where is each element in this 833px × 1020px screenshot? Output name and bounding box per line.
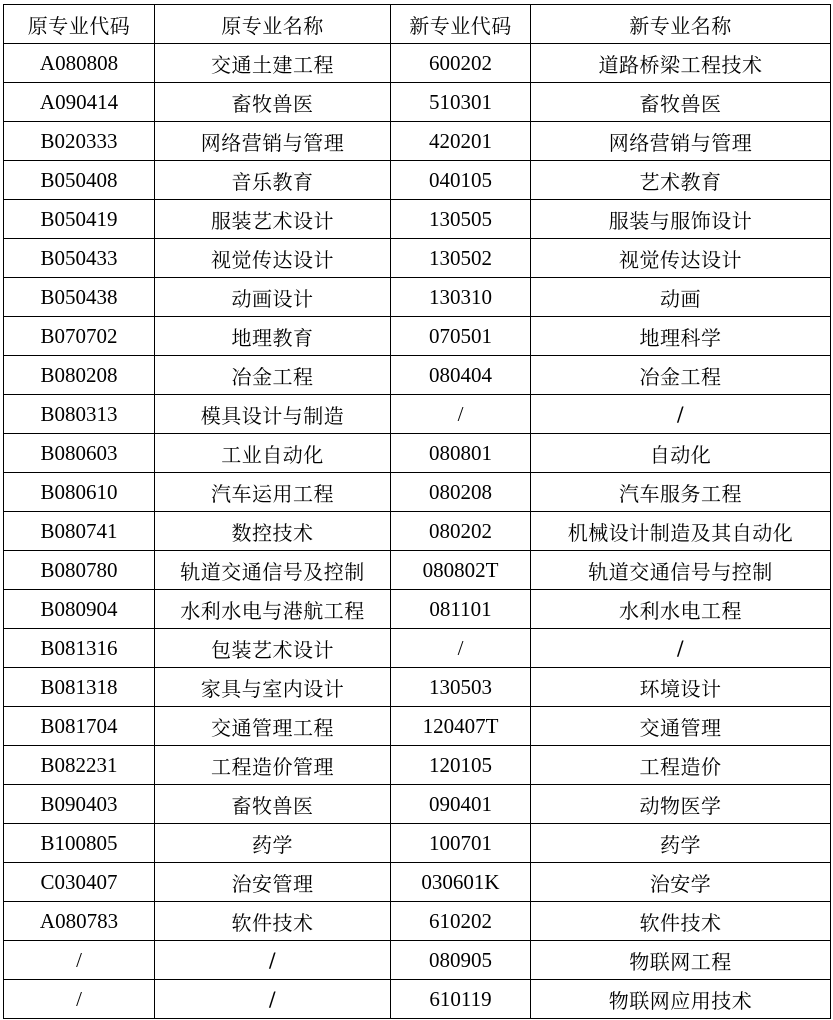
cell-new-major-code: 080905 bbox=[391, 941, 531, 980]
cell-old-major-name: 药学 bbox=[155, 824, 391, 863]
cell-new-major-code: 100701 bbox=[391, 824, 531, 863]
cell-old-major-code: B081318 bbox=[4, 668, 155, 707]
cell-old-major-name: 包装艺术设计 bbox=[155, 629, 391, 668]
cell-old-major-name: 动画设计 bbox=[155, 278, 391, 317]
cell-old-major-code: B050433 bbox=[4, 239, 155, 278]
table-row bbox=[4, 278, 831, 317]
cell-new-major-code: 610202 bbox=[391, 902, 531, 941]
cell-old-major-name: 治安管理 bbox=[155, 863, 391, 902]
cell-old-major-code: C030407 bbox=[4, 863, 155, 902]
table-row bbox=[4, 629, 831, 668]
cell-new-major-code: / bbox=[391, 629, 531, 668]
table-row bbox=[4, 200, 831, 239]
table-row bbox=[4, 902, 831, 941]
table-header-row bbox=[4, 5, 831, 44]
cell-new-major-code: 420201 bbox=[391, 122, 531, 161]
table-row bbox=[4, 980, 831, 1019]
cell-old-major-name: 交通土建工程 bbox=[155, 44, 391, 83]
cell-new-major-name: 艺术教育 bbox=[531, 161, 831, 200]
cell-new-major-name: 视觉传达设计 bbox=[531, 239, 831, 278]
cell-old-major-code: B070702 bbox=[4, 317, 155, 356]
cell-new-major-name: 物联网工程 bbox=[531, 941, 831, 980]
table-row bbox=[4, 44, 831, 83]
table-row bbox=[4, 473, 831, 512]
header-old-major-name: 原专业名称 bbox=[155, 5, 391, 44]
cell-old-major-name: 地理教育 bbox=[155, 317, 391, 356]
cell-new-major-name: 动物医学 bbox=[531, 785, 831, 824]
cell-new-major-name: 自动化 bbox=[531, 434, 831, 473]
cell-new-major-name: 道路桥梁工程技术 bbox=[531, 44, 831, 83]
cell-new-major-name: 机械设计制造及其自动化 bbox=[531, 512, 831, 551]
cell-new-major-name: 网络营销与管理 bbox=[531, 122, 831, 161]
cell-new-major-code: 040105 bbox=[391, 161, 531, 200]
cell-old-major-code: B081316 bbox=[4, 629, 155, 668]
cell-new-major-code: 080208 bbox=[391, 473, 531, 512]
cell-new-major-name: / bbox=[531, 629, 831, 668]
cell-old-major-name: / bbox=[155, 980, 391, 1019]
cell-new-major-code: 030601K bbox=[391, 863, 531, 902]
cell-old-major-code: B080741 bbox=[4, 512, 155, 551]
cell-new-major-name: 软件技术 bbox=[531, 902, 831, 941]
table-row bbox=[4, 512, 831, 551]
header-new-major-code: 新专业代码 bbox=[391, 5, 531, 44]
table-row bbox=[4, 434, 831, 473]
cell-old-major-code: B080603 bbox=[4, 434, 155, 473]
table-row bbox=[4, 668, 831, 707]
cell-new-major-code: 090401 bbox=[391, 785, 531, 824]
cell-new-major-name: 轨道交通信号与控制 bbox=[531, 551, 831, 590]
cell-old-major-code: A090414 bbox=[4, 83, 155, 122]
cell-old-major-code: B082231 bbox=[4, 746, 155, 785]
cell-new-major-name: 物联网应用技术 bbox=[531, 980, 831, 1019]
cell-new-major-name: 汽车服务工程 bbox=[531, 473, 831, 512]
table-row bbox=[4, 863, 831, 902]
cell-new-major-name: 动画 bbox=[531, 278, 831, 317]
cell-old-major-name: 服装艺术设计 bbox=[155, 200, 391, 239]
table-row bbox=[4, 707, 831, 746]
cell-old-major-name: 网络营销与管理 bbox=[155, 122, 391, 161]
cell-new-major-name: 水利水电工程 bbox=[531, 590, 831, 629]
cell-old-major-name: 视觉传达设计 bbox=[155, 239, 391, 278]
cell-new-major-code: 130502 bbox=[391, 239, 531, 278]
header-new-major-name: 新专业名称 bbox=[531, 5, 831, 44]
cell-new-major-code: 120407T bbox=[391, 707, 531, 746]
table-row bbox=[4, 785, 831, 824]
cell-old-major-name: 轨道交通信号及控制 bbox=[155, 551, 391, 590]
cell-old-major-code: B080610 bbox=[4, 473, 155, 512]
cell-new-major-code: 080802T bbox=[391, 551, 531, 590]
major-mapping-table-container bbox=[3, 4, 830, 1019]
cell-new-major-name: 地理科学 bbox=[531, 317, 831, 356]
header-old-major-code: 原专业代码 bbox=[4, 5, 155, 44]
cell-old-major-code: B080313 bbox=[4, 395, 155, 434]
cell-old-major-code: B090403 bbox=[4, 785, 155, 824]
table-row bbox=[4, 161, 831, 200]
table-row bbox=[4, 356, 831, 395]
cell-new-major-code: 130505 bbox=[391, 200, 531, 239]
table-row bbox=[4, 941, 831, 980]
cell-new-major-name: 工程造价 bbox=[531, 746, 831, 785]
table-body bbox=[4, 44, 831, 1019]
cell-new-major-code: / bbox=[391, 395, 531, 434]
table-row bbox=[4, 824, 831, 863]
table-row bbox=[4, 746, 831, 785]
cell-new-major-code: 081101 bbox=[391, 590, 531, 629]
cell-old-major-code: B081704 bbox=[4, 707, 155, 746]
cell-old-major-code: B100805 bbox=[4, 824, 155, 863]
cell-old-major-name: 模具设计与制造 bbox=[155, 395, 391, 434]
table-row bbox=[4, 317, 831, 356]
major-mapping-table bbox=[3, 4, 831, 1019]
cell-new-major-code: 610119 bbox=[391, 980, 531, 1019]
table-row bbox=[4, 551, 831, 590]
cell-new-major-code: 080801 bbox=[391, 434, 531, 473]
cell-old-major-code: A080783 bbox=[4, 902, 155, 941]
cell-old-major-code: / bbox=[4, 980, 155, 1019]
cell-new-major-name: 环境设计 bbox=[531, 668, 831, 707]
table-row bbox=[4, 122, 831, 161]
cell-new-major-code: 070501 bbox=[391, 317, 531, 356]
cell-old-major-code: B080904 bbox=[4, 590, 155, 629]
cell-old-major-name: 畜牧兽医 bbox=[155, 785, 391, 824]
cell-new-major-name: 冶金工程 bbox=[531, 356, 831, 395]
cell-old-major-code: B080208 bbox=[4, 356, 155, 395]
cell-new-major-code: 080404 bbox=[391, 356, 531, 395]
cell-old-major-code: B050419 bbox=[4, 200, 155, 239]
cell-old-major-code: A080808 bbox=[4, 44, 155, 83]
cell-new-major-name: 畜牧兽医 bbox=[531, 83, 831, 122]
cell-new-major-code: 130503 bbox=[391, 668, 531, 707]
cell-new-major-name: 服装与服饰设计 bbox=[531, 200, 831, 239]
cell-old-major-code: B020333 bbox=[4, 122, 155, 161]
cell-old-major-name: 工程造价管理 bbox=[155, 746, 391, 785]
cell-old-major-name: 冶金工程 bbox=[155, 356, 391, 395]
cell-new-major-code: 510301 bbox=[391, 83, 531, 122]
cell-old-major-name: 畜牧兽医 bbox=[155, 83, 391, 122]
cell-old-major-code: B080780 bbox=[4, 551, 155, 590]
cell-old-major-name: 音乐教育 bbox=[155, 161, 391, 200]
table-row bbox=[4, 590, 831, 629]
cell-old-major-name: 汽车运用工程 bbox=[155, 473, 391, 512]
cell-old-major-name: 交通管理工程 bbox=[155, 707, 391, 746]
cell-new-major-code: 130310 bbox=[391, 278, 531, 317]
table-row bbox=[4, 239, 831, 278]
cell-old-major-name: 软件技术 bbox=[155, 902, 391, 941]
table-row bbox=[4, 83, 831, 122]
cell-old-major-name: / bbox=[155, 941, 391, 980]
cell-new-major-name: 交通管理 bbox=[531, 707, 831, 746]
cell-old-major-code: B050438 bbox=[4, 278, 155, 317]
cell-new-major-code: 080202 bbox=[391, 512, 531, 551]
table-row bbox=[4, 395, 831, 434]
cell-old-major-name: 家具与室内设计 bbox=[155, 668, 391, 707]
cell-old-major-name: 数控技术 bbox=[155, 512, 391, 551]
cell-old-major-code: B050408 bbox=[4, 161, 155, 200]
cell-new-major-code: 600202 bbox=[391, 44, 531, 83]
cell-new-major-name: 治安学 bbox=[531, 863, 831, 902]
cell-old-major-name: 工业自动化 bbox=[155, 434, 391, 473]
cell-old-major-name: 水利水电与港航工程 bbox=[155, 590, 391, 629]
cell-old-major-code: / bbox=[4, 941, 155, 980]
cell-new-major-code: 120105 bbox=[391, 746, 531, 785]
cell-new-major-name: / bbox=[531, 395, 831, 434]
cell-new-major-name: 药学 bbox=[531, 824, 831, 863]
